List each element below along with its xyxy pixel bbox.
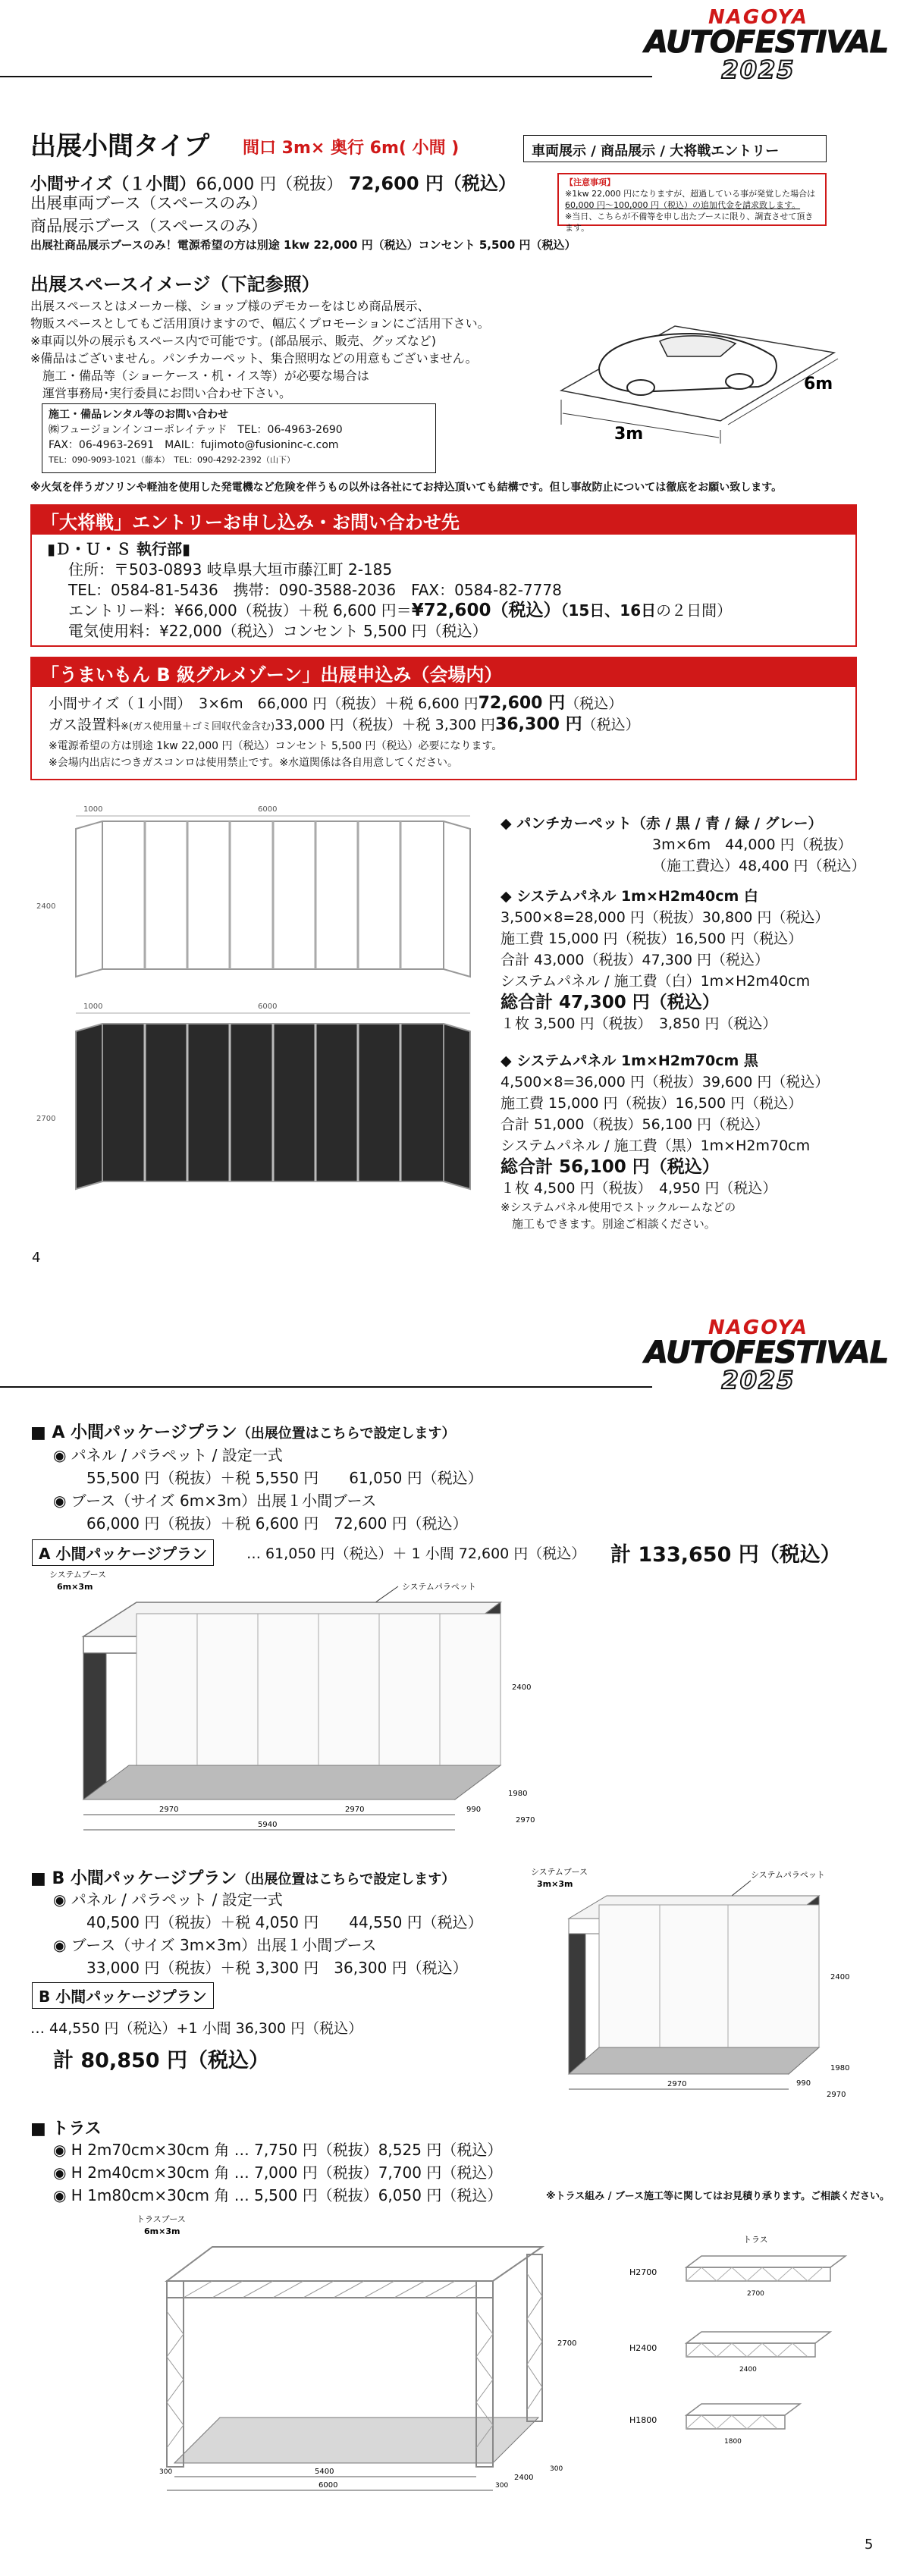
entry-bar: 「大将戦」エントリーお申し込み・お問い合わせ先 [30, 504, 857, 533]
svg-text:2400: 2400 [739, 2366, 757, 2374]
dim-depth-label: 6m [804, 375, 833, 394]
booth-car: 出展車両ブース（スペースのみ） [30, 194, 268, 212]
svg-text:1800: 1800 [724, 2438, 742, 2446]
festival-logo: NAGOYA AUTOFESTIVAL 2025 [645, 6, 889, 84]
svg-text:トラス: トラス [743, 2235, 768, 2245]
svg-text:H2700: H2700 [629, 2267, 657, 2277]
svg-text:システムブース: システムブース [531, 1867, 588, 1877]
svg-text:6m×3m: 6m×3m [57, 1582, 93, 1592]
svg-text:5940: 5940 [258, 1821, 278, 1829]
svg-text:トラスブース: トラスブース [136, 2214, 186, 2224]
black-panel-block: ◆ システムパネル 1m×H2m70cm 黒 4,500×8=36,000 円（税抜）39,600 円（税込） 施工費 15,000 円（税抜）16,500 円（税込） 合計 51,000（税抜）56,100 円（税込） システムパネル / 施工費（黒）1m×H2m70cm 総合計 56,100 円（税込） １枚 4,500 円（税抜） 4,950 円（税込） ※システムパネル使用でストックルームなどの 施工もできます。別途ご相談ください。 [500, 1053, 830, 1231]
a-package-items: ◉ パネル / パラペット / 設定一式 55,500 円（税抜）＋税 5,550 円 61,050 円（税込） ◉ ブース（サイズ 6m×3m）出展１小間ブース 66,000 円（税抜）＋税 6,600 円 72,600 円（税込） [53, 1446, 483, 1533]
truss-pieces-diagram [629, 2233, 880, 2468]
truss-items: ◉ H 2m70cm×30cm 角 … 7,750 円（税抜）8,525 円（税込） ◉ H 2m40cm×30cm 角 … 7,000 円（税抜）7,700 円（税込） ◉ H 1m80cm×30cm 角 … 5,500 円（税抜）6,050 円（税込） [53, 2141, 503, 2204]
dim-width-label: 3m [614, 425, 644, 444]
gourmet-gas-line: ガス設置料※(ガス使用量＋ゴミ回収代金含む)33,000 円（税抜）＋税 3,300 円36,300 円（税込） [49, 715, 640, 734]
svg-text:2700: 2700 [747, 2290, 764, 2298]
svg-text:2970: 2970 [345, 1806, 365, 1814]
svg-text:5400: 5400 [315, 2468, 334, 2476]
svg-text:2400: 2400 [512, 1683, 532, 1692]
a-package-title: ■ A 小間パッケージプラン（出展位置はこちらで設定します） [30, 1423, 456, 1442]
b-package-title: ■ B 小間パッケージプラン（出展位置はこちらで設定します） [30, 1869, 456, 1888]
svg-text:6000: 6000 [318, 2481, 338, 2490]
svg-text:6000: 6000 [258, 805, 278, 814]
truss-note: ※トラス組み / ブース施工等に関してはお見積り承ります。ご相談ください。 [546, 2191, 890, 2202]
svg-text:1000: 1000 [83, 805, 103, 814]
black-panel-height: 2700 [36, 1115, 56, 1123]
punch-carpet-block: ◆ パンチカーペット（赤 / 黒 / 青 / 緑 / グレー） 3m×6m 44,000 円（税抜） （施工費込）48,400 円（税込） [500, 815, 866, 874]
category-tag: 車両展示 / 商品展示 / 大将戦エントリー [523, 135, 827, 162]
notice-box: 【注意事項】 ※1kw 22,000 円になりますが、超過している事が発覚した場合は 60,000 円～100,000 円（税込）の追加代金を請求致します。 ※当日、こちらが不備等を申し出たブースに限り、調査させて頂きます。 [557, 173, 827, 226]
fire-note: ※火気を伴うガソリンや軽油を使用した発電機など危険を伴うもの以外は各社にてお持込頂いても結構です。但し事故防止については徹底をお願い致します。 [30, 482, 783, 494]
booth-note: 出展社商品展示ブースのみ！電源希望の方は別途 1kw 22,000 円（税込）コンセント 5,500 円（税込） [30, 238, 576, 252]
svg-text:1980: 1980 [830, 2064, 850, 2072]
black-panel-diagram [61, 999, 485, 1204]
gourmet-bar: 「うまいもん B 級グルメゾーン」出展申込み（会場内） [30, 657, 857, 686]
svg-text:システムパラペット: システムパラペット [402, 1582, 476, 1592]
svg-text:H1800: H1800 [629, 2415, 657, 2425]
svg-text:3m×3m: 3m×3m [537, 1879, 573, 1889]
svg-text:H2400: H2400 [629, 2343, 657, 2353]
b-package-sum: … 44,550 円（税込）+1 小間 36,300 円（税込） [30, 2020, 363, 2037]
b-package-items: ◉ パネル / パラペット / 設定一式 40,500 円（税抜）＋税 4,050 円 44,550 円（税込） ◉ ブース（サイズ 3m×3m）出展１小間ブース 33,000 円（税抜）＋税 3,300 円 36,300 円（税込） [53, 1890, 483, 1977]
a-package-sum: … 61,050 円（税込）＋ 1 小間 72,600 円（税込） [246, 1545, 586, 1562]
image-title: 出展スペースイメージ（下記参照） [30, 274, 320, 295]
svg-text:1000: 1000 [83, 1002, 103, 1011]
booth-product: 商品展示ブース（スペースのみ） [30, 217, 268, 235]
header-rule [0, 76, 652, 77]
a-package-tag: A 小間パッケージプラン [32, 1539, 214, 1566]
b-package-tag: B 小間パッケージプラン [32, 1982, 214, 2009]
page-number-4: 4 [32, 1250, 41, 1266]
size-label: 小間サイズ（１小間）66,000 円（税抜） 72,600 円（税込） [30, 173, 516, 194]
svg-text:300: 300 [495, 2482, 509, 2490]
page-title: 出展小間タイプ [30, 131, 210, 162]
b-package-total: 計 80,850 円（税込） [53, 2049, 269, 2072]
svg-text:2970: 2970 [667, 2080, 687, 2088]
svg-text:300: 300 [550, 2465, 563, 2473]
page-number-5: 5 [864, 2537, 874, 2552]
svg-text:1980: 1980 [508, 1790, 528, 1798]
svg-text:2700: 2700 [557, 2339, 577, 2348]
svg-text:2400: 2400 [830, 1973, 850, 1981]
svg-text:2970: 2970 [516, 1816, 535, 1825]
gourmet-size-line: 小間サイズ（１小間） 3×6m 66,000 円（税抜）＋税 6,600 円72,600 円（税込） [49, 694, 623, 713]
white-panel-diagram [61, 802, 485, 992]
svg-text:300: 300 [159, 2468, 173, 2476]
gourmet-box: 小間サイズ（１小間） 3×6m 66,000 円（税抜）＋税 6,600 円72,600 円（税込） ガス設置料※(ガス使用量＋ゴミ回収代金含む)33,000 円（税抜）＋税 3,300 円36,300 円（税込） ※電源希望の方は別途 1kw 22,000 円（税込）コンセント 5,500 円（税込）必要になります。 ※会場内出店につきガスコンロは使用禁止です。※水道関係は各自用意してください。 [30, 686, 857, 780]
svg-text:6m×3m: 6m×3m [144, 2226, 180, 2236]
svg-text:システムパラペット: システムパラペット [751, 1870, 825, 1880]
svg-text:2970: 2970 [827, 2091, 846, 2099]
svg-text:2970: 2970 [159, 1806, 179, 1814]
truss-booth-diagram [114, 2213, 599, 2501]
header-rule-p5 [0, 1386, 652, 1388]
a-package-total: 計 133,650 円（税込） [610, 1543, 841, 1567]
svg-text:990: 990 [796, 2079, 811, 2088]
booth-car-illustration [546, 262, 849, 444]
b-package-diagram [523, 1865, 880, 2116]
entry-fee-line: エントリー料：¥66,000（税抜）＋税 6,600 円＝¥72,600（税込）（15日、16日の２日間） [68, 601, 733, 620]
image-description: 出展スペースとはメーカー様、ショップ様のデモカーをはじめ商品展示、 物販スペースとしてもご活用頂けますので、幅広くプロモーションにご活用下さい。 ※車両以外の展示もスペース内で可能です。(部品展示、販売、グッズなど) ※備品はございません。パンチカーペット、集合照明などの用意もございません。 施工・備品等（ショーケース・机・イス等）が必要な場合は 運営事務局･実行委員にお問い合わせ下さい。 [30, 299, 490, 400]
svg-text:システムブース: システムブース [49, 1570, 107, 1580]
a-package-diagram [46, 1568, 576, 1849]
festival-logo-p5: NAGOYA AUTOFESTIVAL 2025 [645, 1316, 889, 1395]
truss-title: ■ トラス [30, 2119, 102, 2138]
white-panel-height: 2400 [36, 902, 56, 911]
rental-contact-box: 施工・備品レンタル等のお問い合わせ ㈱フュージョンインコーポレイテッド TEL：06-4963-2690 FAX：06-4963-2691 MAIL：fujimoto@fusioninc-c.com TEL：090-9093-1021（藤本） TEL：090-4292-2392（山下） [42, 403, 436, 473]
white-panel-block: ◆ システムパネル 1m×H2m40cm 白 3,500×8=28,000 円（税抜）30,800 円（税込） 施工費 15,000 円（税抜）16,500 円（税込） 合計 43,000（税抜）47,300 円（税込） システムパネル / 施工費（白）1m×H2m40cm 総合計 47,300 円（税込） １枚 3,500 円（税抜） 3,850 円（税込） [500, 888, 830, 1032]
dus-box: ▮Ｄ・Ｕ・Ｓ 執行部▮ 住所：〒503-0893 岐阜県大垣市藤江町 2-185 TEL：0584-81-5436 携帯：090-3588-2036 FAX：0584-82-7778 エントリー料：¥66,000（税抜）＋税 6,600 円＝¥72,600（税込）（15日、16日の２日間） 電気使用料：¥22,000（税込）コンセント 5,500 円（税込） [30, 533, 857, 647]
svg-text:990: 990 [466, 1806, 482, 1814]
svg-text:2400: 2400 [514, 2474, 534, 2482]
page-title-sub: 間口 3m× 奥行 6m( 小間 ) [243, 139, 460, 158]
svg-text:6000: 6000 [258, 1002, 278, 1011]
